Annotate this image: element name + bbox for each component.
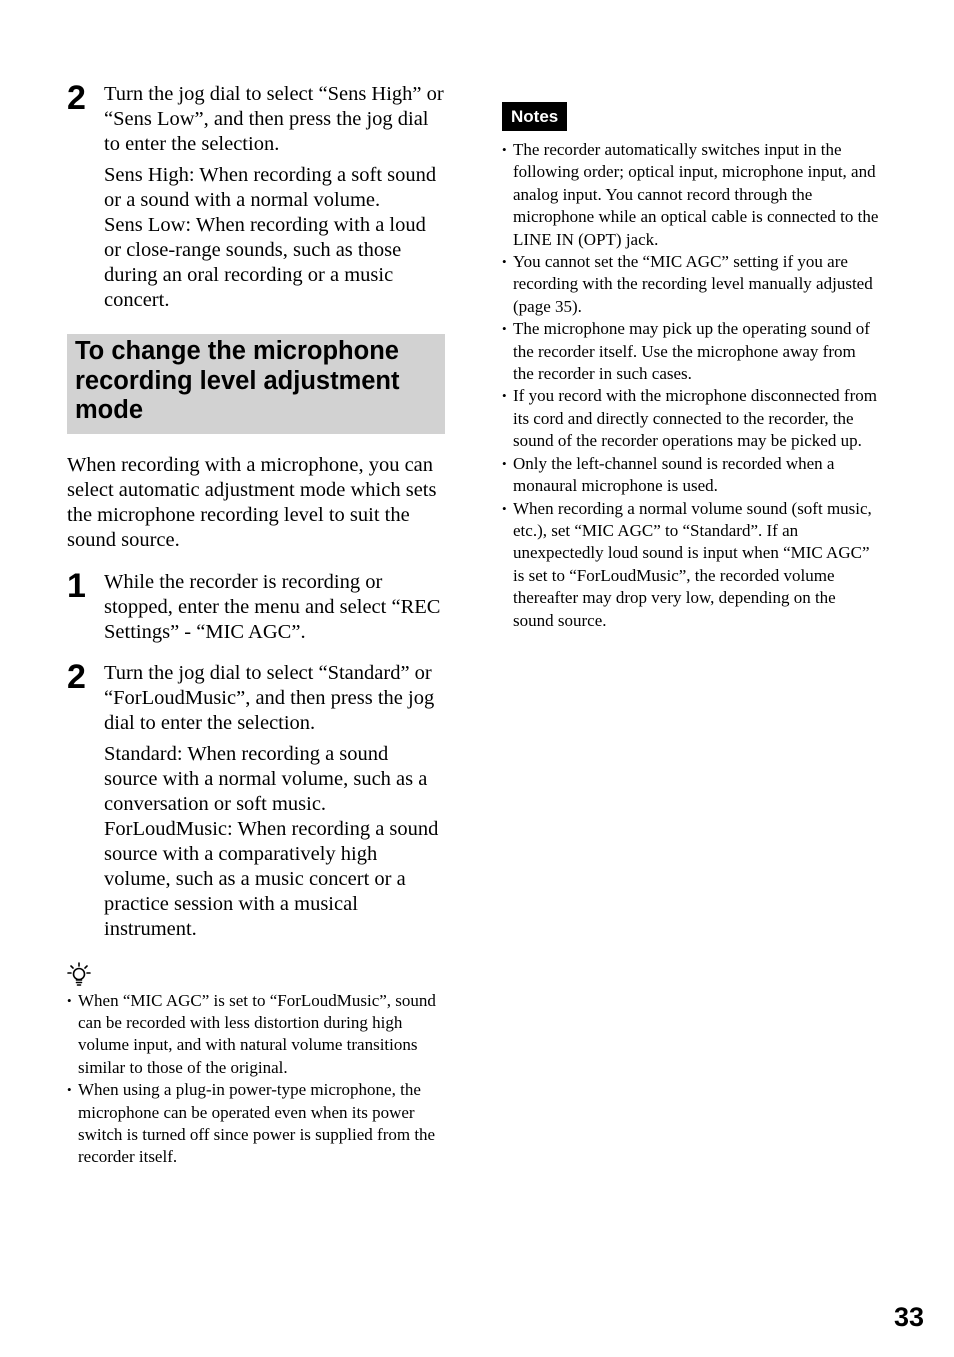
sens-high-description: Sens High: When recording a soft sound or a sound with a normal volume. [104, 164, 437, 211]
step-2-mic-agc [67, 657, 445, 942]
list-item: • Only the left-channel sound is recorded when a monaural microphone is used. [502, 453, 835, 496]
page-number: 33 [893, 1302, 924, 1332]
step-1-enter-menu [67, 566, 445, 645]
bullet-icon: • [67, 1082, 72, 1098]
standard-description: Standard: When recording a sound source with a normal volume, such as a conversation or soft music. [104, 742, 428, 815]
sens-low-description: Sens Low: When recording with a loud or close-range sounds, such as those during an oral recording or a music concert. [104, 214, 426, 311]
step-2-sensitivity [67, 79, 445, 313]
step-number: 1 [67, 566, 86, 605]
bullet-icon: • [502, 254, 507, 270]
forloudmusic-description: ForLoudMusic: When recording a sound source with a comparatively high volume, such as a music concert or a practice session with a musical instrument. [104, 817, 439, 940]
list-item: • You cannot set the “MIC AGC” setting if you are recording with the recording level manually adjusted (page 35). [502, 252, 873, 316]
list-item: • When “MIC AGC” is set to “ForLoudMusic”, sound can be recorded with less distortion during high volume input, and with natural volume transitions similar to those of the original. [67, 990, 436, 1077]
right-column [502, 102, 880, 632]
step-detail [104, 163, 445, 313]
notes-list [502, 139, 880, 632]
notes-label: Notes [502, 102, 567, 131]
list-item: • The microphone may pick up the operating sound of the recorder itself. Use the microphone away from the recorder in such cases. [502, 319, 870, 384]
step-instruction: While the recorder is recording or stopped, enter the menu and select “REC Settings” - “MIC AGC”. [104, 570, 441, 643]
list-item: • If you record with the microphone disconnected from its cord and directly connected to the recorder, the sound of the recorder operations may be picked up. [502, 386, 877, 451]
section-heading-box [67, 334, 445, 434]
list-item: • The recorder automatically switches input in the following order; optical input, microphone input, and analog input. You cannot record through the microphone while an optical cable is connected to the LINE IN (OPT) jack. [502, 140, 879, 249]
bullet-icon: • [502, 388, 507, 404]
bullet-icon: • [502, 142, 507, 157]
step-number: 2 [67, 79, 86, 117]
list-item: • When recording a normal volume sound (soft music, etc.), set “MIC AGC” to “Standard”. If an unexpectedly loud sound is input when “MIC AGC” is set to “ForLoudMusic”, the recorded volume thereafter may drop very low, depending on the sound source. [502, 498, 872, 630]
lightbulb-hint-icon [67, 962, 445, 988]
step-instruction: Turn the jog dial to select “Standard” or “ForLoudMusic”, and then press the jog dial to enter the selection. [104, 661, 435, 734]
bullet-icon: • [502, 500, 507, 516]
hint-list [67, 990, 445, 1169]
section-heading: To change the microphone recording level adjustment mode [75, 337, 400, 424]
bullet-icon: • [502, 455, 507, 471]
left-column [67, 79, 445, 1169]
bullet-icon: • [502, 321, 507, 337]
intro-paragraph: When recording with a microphone, you can select automatic adjustment mode which sets the microphone recording level to suit the sound source. [67, 453, 437, 551]
step-number: 2 [67, 657, 86, 696]
step-instruction: Turn the jog dial to select “Sens High” or “Sens Low”, and then press the jog dial to enter the selection. [104, 83, 444, 155]
bullet-icon: • [67, 992, 72, 1008]
step-detail [104, 742, 445, 942]
list-item: • When using a plug-in power-type microphone, the microphone can be operated even when its power switch is turned off since power is supplied from the recorder itself. [67, 1080, 436, 1167]
